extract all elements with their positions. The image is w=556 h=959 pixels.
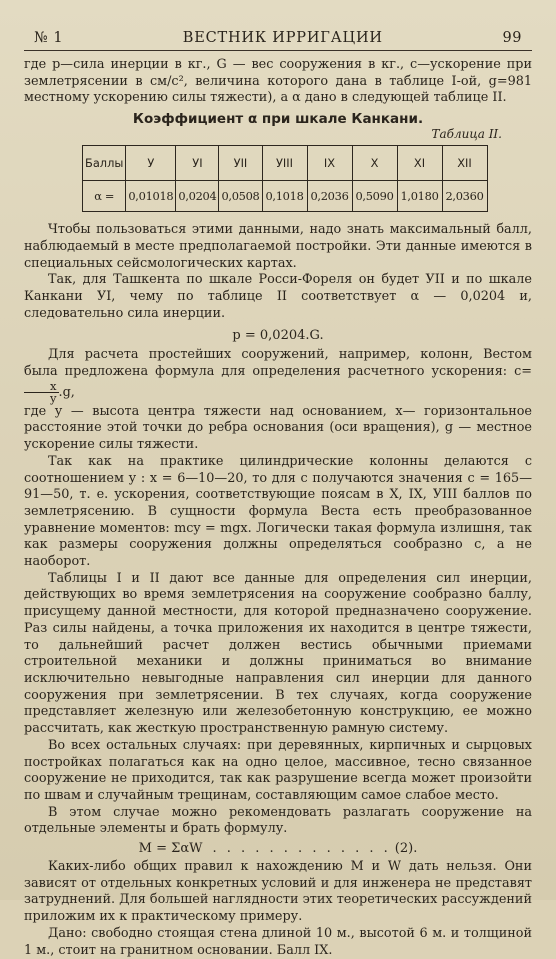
formula-2 (24, 841, 532, 856)
fraction-denominator: y (50, 390, 57, 405)
column-header: XI (397, 146, 442, 181)
paragraph-3: Так, для Ташкента по шкале Росси-Фореля он будет УII и по шкале Канкани УI, чему по таблице II соответствует α — 0,0204 и, следовательно сила инерции. (24, 272, 532, 321)
fraction-x-over-y (24, 378, 59, 405)
paragraph-7: Таблицы I и II дают все данные для определения сил инерции, действующих во время землетрясения на сооружение сообразно баллу, присущему данной местности, для которой предназначено сооружение. Раз силы найдены, а точка приложения их находится в центре тяжести, то дальнейший расчет должен вестись обычными приемами строительной механики и должны приниматься во внимание исключительно невыгодные направления сил инерции для данного сооружения при землетрясении. В тех случаях, когда сооружение представляет железную или железобетонную конструкцию, ее можно рассчитать, как жесткую пространственную рамную систему. (24, 570, 532, 737)
value-cell: 2,0360 (442, 181, 487, 212)
table-row (83, 181, 488, 212)
paragraph-4 (24, 347, 532, 403)
paragraph-5: где у — высота центра тяжести над основанием, х— горизонтальное расстояние этой точки до ребра основания (оси вращения), g — местное ускорение силы тяжести. (24, 403, 532, 453)
table-label: Таблица II. (431, 127, 502, 142)
table-header-row (83, 146, 488, 181)
paragraph-6: Так как на практике цилиндрические колонны делаются с соотношением у : х = 6—10—20, то для с получаются значения с = 165—91—50, т. е. ускорения, соответствующие поясам в X, IX, УIII баллов по землетрясению. В сущности формула Веста есть преобразованное уравнение моментов: mcy = mgx. Логически такая формула излишня, так как размеры сооружения должны определяться сообразно с, а не наоборот. (24, 453, 532, 570)
formula-inertia: р = 0,0204.G. (232, 328, 324, 344)
issue-number: № 1 (34, 30, 64, 46)
paragraph-2: Чтобы пользоваться этими данными, надо знать максимальный балл, наблюдаемый в месте предполагаемой постройки. Эти данные имеются в специальных сейсмологических картах. (24, 222, 532, 271)
paragraph-10: Каких-либо общих правил к нахождению M и W дать нельзя. Они зависят от отдельных конкретных условий и для инженера не представят затруднений. Для большей наглядности этих теоретических рассуждений приложим их к практическому примеру. (24, 859, 532, 925)
table-title: Коэффициент α при шкале Канкани. (132, 111, 424, 128)
coefficient-table (82, 145, 488, 212)
column-header: IX (307, 146, 352, 181)
column-header: У (126, 146, 176, 181)
value-cell: 0,0508 (219, 181, 262, 212)
fraction-numerator: x (24, 381, 59, 393)
value-cell: 0,2036 (307, 181, 352, 212)
value-cell: 0,0204 (176, 181, 219, 212)
paragraph-9: В этом случае можно рекомендовать разлагать сооружение на отдельные элементы и брать формулу. (24, 804, 532, 837)
value-cell: 0,01018 (126, 181, 176, 212)
column-header: УII (219, 146, 262, 181)
paragraph-4-end: .g, (58, 384, 75, 400)
paragraph-1: где р—сила инерции в кг., G — вес сооружения в кг., с—ускорение при землетрясении в см/с², величина которого дана в таблице I-ой, g=981 местному ускорению силы тяжести), а α дано в следующей таблице II. (24, 57, 532, 106)
formula-2-expression: M = ΣαW (138, 841, 203, 857)
page-number: 99 (502, 30, 522, 46)
paragraph-8: Во всех остальных случаях: при деревянных, кирпичных и сырцовых постройках полагаться как на одно целое, массивное, тесно связанное сооружение не приходится, так как разрушение всегда может произойти по швам и случайным трещинам, составляющим самое слабое место. (24, 737, 532, 803)
column-header: X (352, 146, 397, 181)
formula-2-leader: . . . . . . . . . . . . . (212, 841, 391, 857)
paragraph-4-start: Для расчета простейших сооружений, например, колонн, Вестом была предложена формула для определения расчетного ускорения: с= (24, 347, 532, 380)
value-cell: 1,0180 (397, 181, 442, 212)
journal-title: ВЕСТНИК ИРРИГАЦИИ (182, 30, 383, 46)
page-header (24, 30, 532, 51)
value-cell: 0,5090 (352, 181, 397, 212)
column-header: УIII (262, 146, 307, 181)
formula-2-number: (2). (394, 841, 418, 857)
paragraph-11: Дано: свободно стоящая стена длиной 10 м., высотой 6 м. и толщиной 1 м., стоит на гранитном основании. Балл IX. (24, 925, 532, 958)
column-header: XII (442, 146, 487, 181)
column-header: УI (176, 146, 219, 181)
row-label-cell: α = (83, 181, 126, 212)
value-cell: 0,1018 (262, 181, 307, 212)
header-label-cell: Баллы (83, 146, 126, 181)
